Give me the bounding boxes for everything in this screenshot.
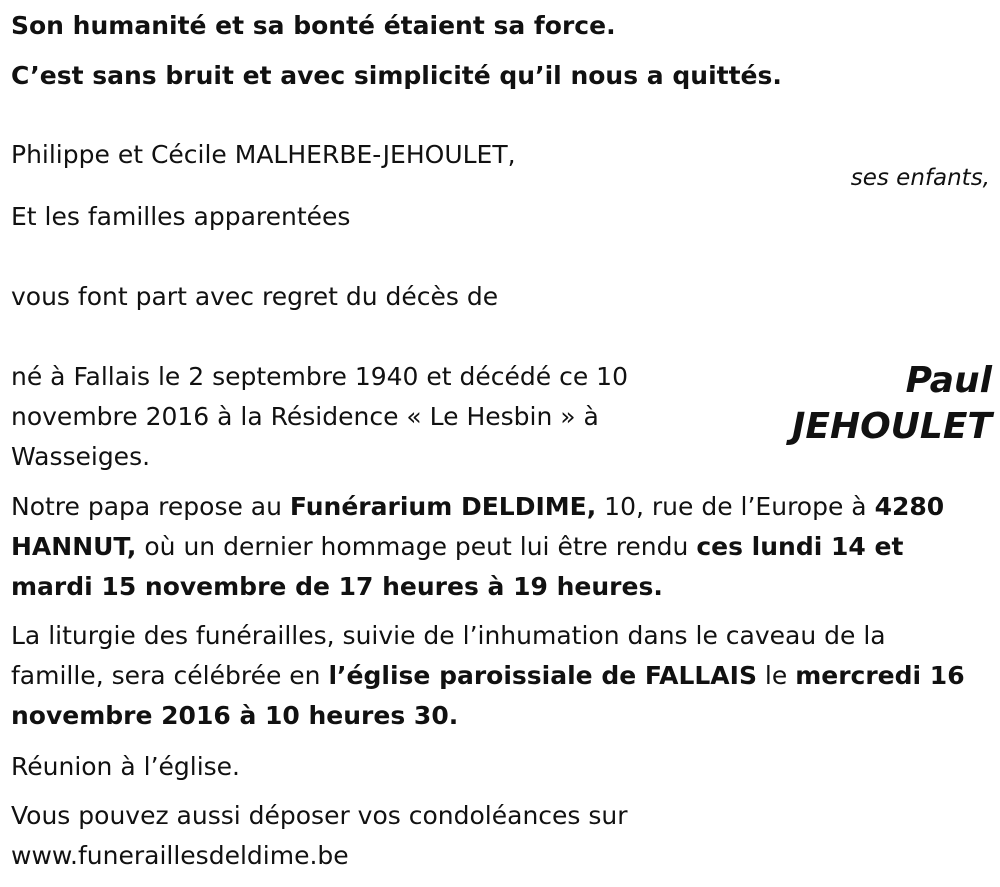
motto-line-2: C’est sans bruit et avec simplicité qu’il nous a quittés. [11,61,782,90]
visitation-text-3: où un dernier hommage peut lui être rendu [136,532,697,561]
visitation-text-1: Notre papa repose au [11,492,290,521]
children-names: Philippe et Cécile MALHERBE-JEHOULET, [11,140,516,169]
visitation-text-2: 10, rue de l’Europe à [596,492,875,521]
funerarium-city: 4280 HANNUT, [11,492,945,561]
church-name: l’église paroissiale de FALLAIS [328,661,757,690]
motto-line-1: Son humanité et sa bonté étaient sa force. [11,11,616,40]
funeral-date: mercredi 16 novembre 2016 à 10 heures 30. [11,661,965,730]
deceased-name [792,358,992,450]
relatives-line: Et les familles apparentées [11,202,351,231]
children-role: ses enfants, [850,165,990,191]
funeral-text-1: La liturgie des funérailles, suivie de l’inhumation dans le caveau de la famille, sera célébrée en [11,621,886,690]
deceased-last-name: JEHOULET [791,406,992,447]
funerarium-name: Funérarium DELDIME, [289,492,597,521]
funeral-text-2: le [756,661,796,690]
condolences-text: Vous pouvez aussi déposer vos condoléances sur [11,801,628,830]
announcement-line: vous font part avec regret du décès de [11,282,499,311]
visitation-paragraph [11,487,986,607]
visitation-dates: ces lundi 14 et mardi 15 novembre de 17 heures à 19 heures. [11,532,904,601]
gathering-line: Réunion à l’église. [11,752,241,781]
deceased-first-name: Paul [905,360,992,401]
funeral-paragraph [11,616,986,736]
birth-death-text: né à Fallais le 2 septembre 1940 et décédé ce 10 novembre 2016 à la Résidence « Le Hesbin » à Wasseiges. [11,362,628,471]
condolences-url[interactable]: www.funeraillesdeldime.be [11,841,349,870]
